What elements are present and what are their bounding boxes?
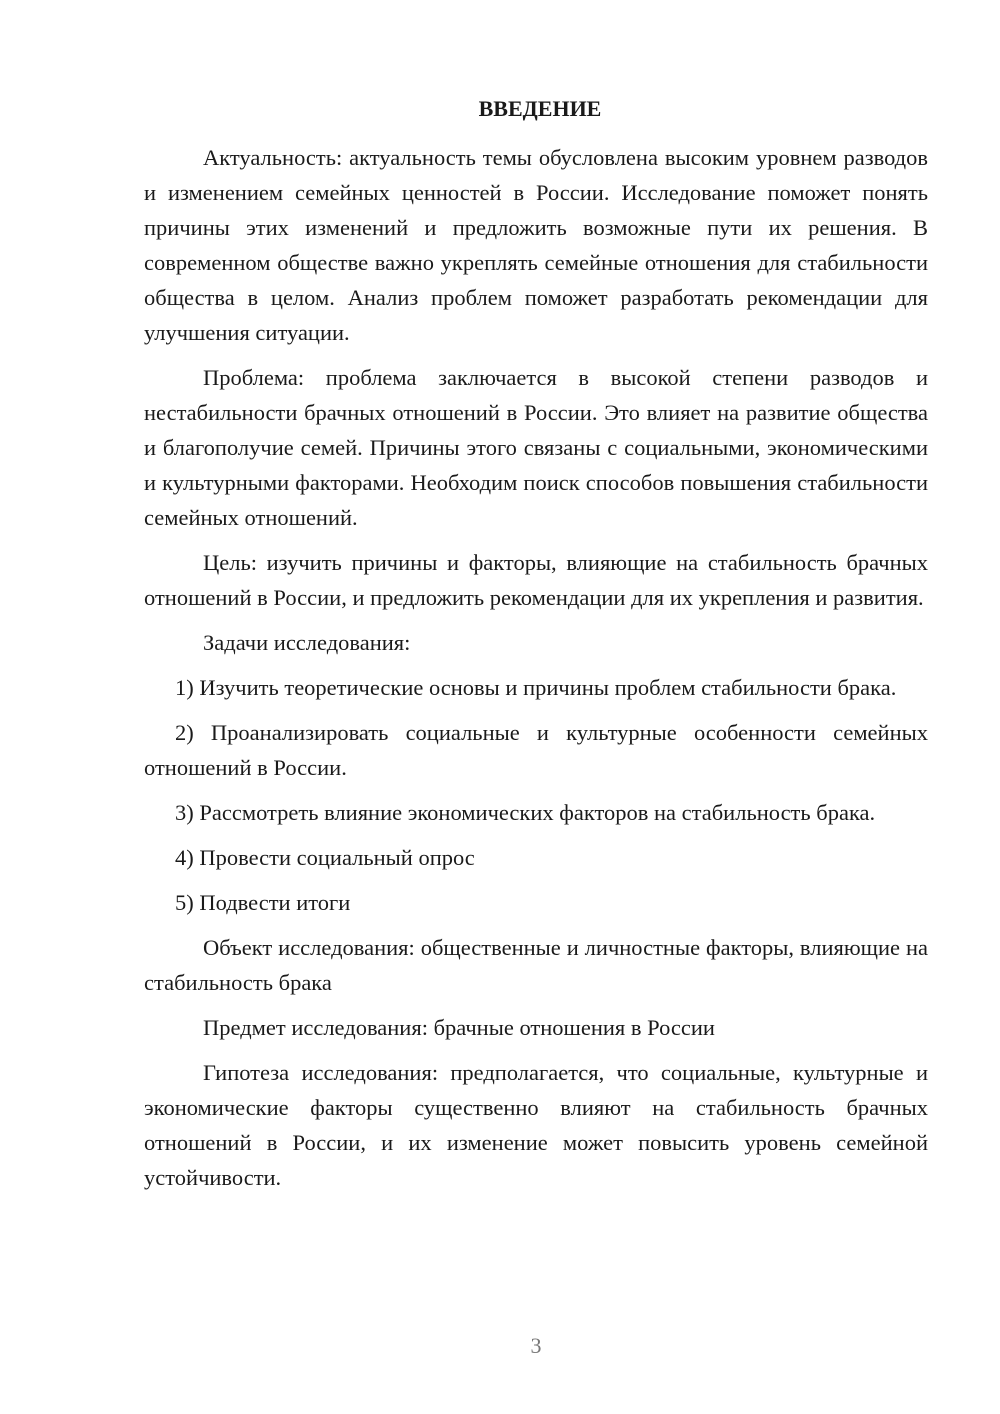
task-item-4: 4) Провести социальный опрос bbox=[175, 845, 475, 870]
hypothesis-paragraph: Гипотеза исследования: предполагается, что социальные, культурные и экономические факторы существенно влияют на стабильность брачных отношений в России, и их изменение может повысить уровень семейной устойчивости. bbox=[144, 1060, 928, 1190]
relevance-paragraph: Актуальность: актуальность темы обусловлена высоким уровнем разводов и изменением семейных ценностей в России. Исследование поможет понять причины этих изменений и предложить возможные пути их решения. В современном обществе важно укреплять семейные отношения для стабильности общества в целом. Анализ проблем поможет разработать рекомендации для улучшения ситуации. bbox=[144, 145, 928, 345]
section-title: ВВЕДЕНИЕ bbox=[478, 96, 602, 121]
tasks-heading: Задачи исследования: bbox=[203, 630, 411, 655]
task-item-2: 2) Проанализировать социальные и культурные особенности семейных отношений в России. bbox=[144, 720, 928, 780]
task-item-1: 1) Изучить теоретические основы и причины проблем стабильности брака. bbox=[175, 675, 897, 700]
subject-paragraph: Предмет исследования: брачные отношения в России bbox=[203, 1015, 715, 1040]
task-item-5: 5) Подвести итоги bbox=[175, 890, 351, 915]
problem-paragraph: Проблема: проблема заключается в высокой степени разводов и нестабильности брачных отношений в России. Это влияет на развитие общества и благополучие семей. Причины этого связаны с социальными, экономическими и культурными факторами. Необходим поиск способов повышения стабильности семейных отношений. bbox=[144, 365, 928, 530]
page-number: 3 bbox=[530, 1333, 542, 1358]
tasks-list bbox=[144, 670, 928, 920]
page-content bbox=[144, 94, 928, 1205]
goal-paragraph: Цель: изучить причины и факторы, влияющие на стабильность брачных отношений в России, и предложить рекомендации для их укрепления и развития. bbox=[144, 550, 928, 610]
object-paragraph: Объект исследования: общественные и личностные факторы, влияющие на стабильность брака bbox=[144, 935, 928, 995]
task-item-3: 3) Рассмотреть влияние экономических факторов на стабильность брака. bbox=[175, 800, 876, 825]
